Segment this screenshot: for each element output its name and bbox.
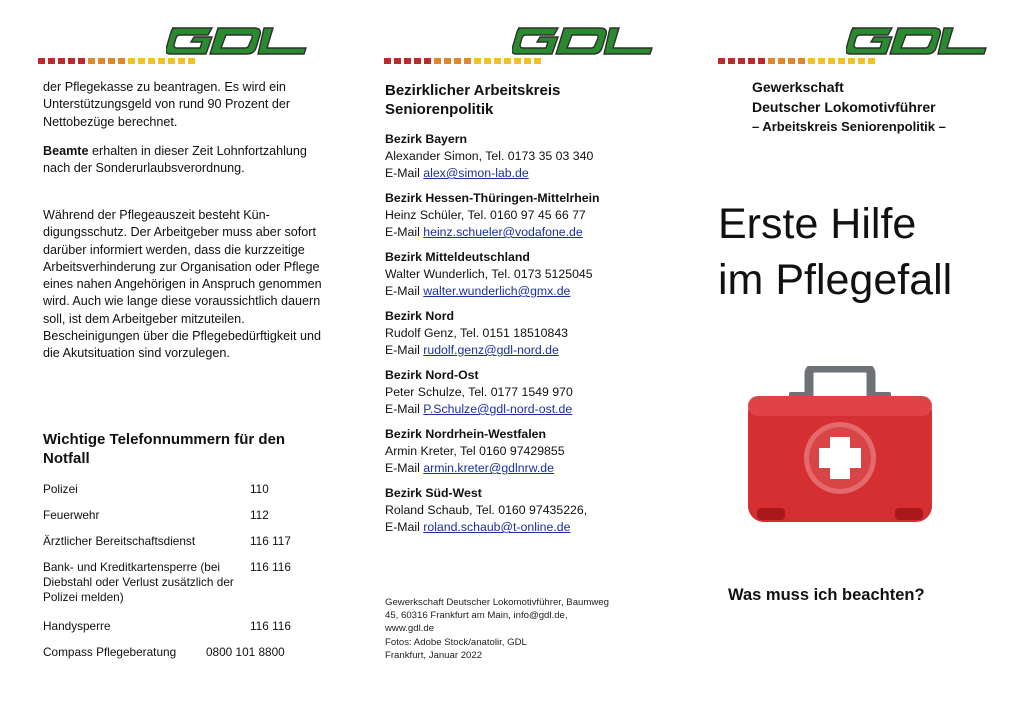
district-title: Bezirk Süd-West <box>385 486 482 500</box>
stripe-segment <box>808 58 815 64</box>
stripe-segment <box>58 58 65 64</box>
stripe-segment <box>474 58 481 64</box>
stripe-segment <box>758 58 765 64</box>
stripe-segment <box>534 58 541 64</box>
stripe-segment <box>484 58 491 64</box>
stripe-segment <box>434 58 441 64</box>
stripe-segment <box>178 58 185 64</box>
stripe-segment <box>728 58 735 64</box>
beamte-bold: Beamte <box>43 144 89 158</box>
color-stripes <box>718 58 875 64</box>
org-line: Deutscher Lokomotivführer <box>752 98 936 115</box>
phone-name: Handysperre <box>43 619 111 633</box>
organization-name <box>752 78 1012 137</box>
phone-name: Feuerwehr <box>43 508 100 522</box>
paragraph-3: Während der Pflegeauszeit besteht Kündigungsschutz. Der Arbeitgeber muss aber sofort darüber informiert werden, dass die kurzzeitige Arbeitsverhinderung zur Organisation oder Pflege eines nahen Angehörigen in Anspruch genommen wird. Auch wie lange diese voraussichtlich dauern soll, ist dem Arbeitgeber mitzuteilen. Bescheinigungen über die Pflegebedürftigkeit und die Akutsituation sind vorzulegen. <box>43 208 322 361</box>
stripe-segment <box>524 58 531 64</box>
phone-name: Ärztlicher Bereitschaftsdienst <box>43 534 196 548</box>
first-aid-kit-icon <box>745 366 935 531</box>
stripe-segment <box>788 58 795 64</box>
stripe-segment <box>504 58 511 64</box>
gdl-logo <box>846 24 990 56</box>
cover-title-line: Erste Hilfe <box>718 200 917 248</box>
stripe-segment <box>798 58 805 64</box>
stripe-segment <box>454 58 461 64</box>
header-band <box>718 24 990 68</box>
stripe-segment <box>494 58 501 64</box>
imprint-line: Frankfurt, Januar 2022 <box>385 649 483 661</box>
district-contact: Peter Schulze, Tel. 0177 1549 970 <box>385 385 573 399</box>
header-band <box>384 24 656 68</box>
stripe-segment <box>78 58 85 64</box>
stripe-segment <box>838 58 845 64</box>
district-block <box>385 131 675 182</box>
stripe-segment <box>384 58 391 64</box>
email-label: E-Mail <box>385 520 424 534</box>
stripe-segment <box>68 58 75 64</box>
stripe-segment <box>828 58 835 64</box>
phone-name: Bank- und Kreditkartensperre (bei Diebstahl oder Verlust zusätzlich der Polizei melden) <box>43 560 234 604</box>
district-contact: Armin Kreter, Tel 0160 97429855 <box>385 444 565 458</box>
email-link[interactable]: P.Schulze@gdl-nord-ost.de <box>423 402 573 416</box>
cover-title <box>718 196 1018 308</box>
district-block <box>385 190 675 241</box>
stripe-segment <box>514 58 521 64</box>
stripe-segment <box>738 58 745 64</box>
stripe-segment <box>444 58 451 64</box>
district-block <box>385 367 675 418</box>
phone-number: 0800 101 8800 <box>206 645 285 659</box>
email-link[interactable]: walter.wunderlich@gmx.de <box>423 284 571 298</box>
district-contact: Heinz Schüler, Tel. 0160 97 45 66 77 <box>385 208 586 222</box>
paragraph-2-rest: erhalten in dieser Zeit Lohnfortzahlung nach der Sonderurlaubsverordnung. <box>43 144 307 176</box>
color-stripes <box>384 58 541 64</box>
cover-title-line: im Pflegefall <box>718 256 953 304</box>
paragraph-2 <box>43 143 323 178</box>
district-title: Bezirk Nord <box>385 309 455 323</box>
stripe-segment <box>778 58 785 64</box>
section-title: Bezirklicher Arbeitskreis Seniorenpolitik <box>385 82 561 118</box>
stripe-segment <box>848 58 855 64</box>
email-label: E-Mail <box>385 284 424 298</box>
phone-number: 110 <box>250 482 269 496</box>
phones-title: Wichtige Telefonnummern für den Notfall <box>43 431 286 467</box>
district-title: Bezirk Nordrhein-Westfalen <box>385 427 547 441</box>
stripe-segment <box>464 58 471 64</box>
email-link[interactable]: armin.kreter@gdlnrw.de <box>423 461 554 475</box>
phone-name: Compass Pflegeberatung <box>43 645 177 659</box>
stripe-segment <box>138 58 145 64</box>
org-subline: – Arbeitskreis Seniorenpolitik – <box>752 119 946 134</box>
district-block <box>385 426 675 477</box>
email-label: E-Mail <box>385 343 424 357</box>
stripe-segment <box>48 58 55 64</box>
stripe-segment <box>148 58 155 64</box>
paragraph-1: der Pflegekasse zu beantragen. Es wird ein Unterstützungsgeld von rund 90 Prozent der Nettobezüge berechnet. <box>43 80 291 129</box>
email-label: E-Mail <box>385 166 424 180</box>
email-label: E-Mail <box>385 402 424 416</box>
stripe-segment <box>394 58 401 64</box>
stripe-segment <box>88 58 95 64</box>
email-label: E-Mail <box>385 225 424 239</box>
email-link[interactable]: alex@simon-lab.de <box>423 166 529 180</box>
stripe-segment <box>118 58 125 64</box>
email-label: E-Mail <box>385 461 424 475</box>
imprint-footer <box>385 596 655 662</box>
imprint-line: Fotos: Adobe Stock/anatolir, GDL <box>385 636 527 648</box>
stripe-segment <box>158 58 165 64</box>
stripe-segment <box>414 58 421 64</box>
district-contact: Alexander Simon, Tel. 0173 35 03 340 <box>385 149 594 163</box>
district-contact: Roland Schaub, Tel. 0160 97435226, <box>385 503 588 517</box>
stripe-segment <box>108 58 115 64</box>
district-block <box>385 308 675 359</box>
district-title: Bezirk Bayern <box>385 132 468 146</box>
district-title: Bezirk Hessen-Thüringen-Mittelrhein <box>385 191 600 205</box>
district-title: Bezirk Mitteldeutschland <box>385 250 530 264</box>
header-band <box>38 24 310 68</box>
district-contact: Walter Wunderlich, Tel. 0173 5125045 <box>385 267 593 281</box>
stripe-segment <box>748 58 755 64</box>
stripe-segment <box>858 58 865 64</box>
phone-name: Polizei <box>43 482 78 496</box>
district-block <box>385 485 675 536</box>
stripe-segment <box>424 58 431 64</box>
imprint-line: Gewerkschaft Deutscher Lokomotivführer, Baumweg <box>385 597 609 608</box>
left-panel <box>0 0 340 717</box>
stripe-segment <box>38 58 45 64</box>
stripe-segment <box>128 58 135 64</box>
district-title: Bezirk Nord-Ost <box>385 368 479 382</box>
stripe-segment <box>818 58 825 64</box>
gdl-logo <box>512 24 656 56</box>
stripe-segment <box>718 58 725 64</box>
stripe-segment <box>168 58 175 64</box>
phone-number: 116 116 <box>250 560 291 574</box>
phone-number: 116 117 <box>250 534 291 548</box>
cover-question: Was muss ich beachten? <box>728 586 925 604</box>
email-link[interactable]: rudolf.genz@gdl-nord.de <box>423 343 559 357</box>
district-block <box>385 249 675 300</box>
district-contact: Rudolf Genz, Tel. 0151 18510843 <box>385 326 568 340</box>
stripe-segment <box>98 58 105 64</box>
stripe-segment <box>404 58 411 64</box>
phone-number: 116 116 <box>250 619 291 633</box>
phone-number: 112 <box>250 508 269 522</box>
stripe-segment <box>768 58 775 64</box>
stripe-segment <box>868 58 875 64</box>
email-link[interactable]: roland.schaub@t-online.de <box>423 520 571 534</box>
gdl-logo <box>166 24 310 56</box>
color-stripes <box>38 58 195 64</box>
imprint-line: 45, 60316 Frankfurt am Main, info@gdl.de, <box>385 610 568 622</box>
stripe-segment <box>188 58 195 64</box>
org-line: Gewerkschaft <box>752 79 844 95</box>
email-link[interactable]: heinz.schueler@vodafone.de <box>423 225 583 239</box>
imprint-line: www.gdl.de <box>385 623 435 635</box>
